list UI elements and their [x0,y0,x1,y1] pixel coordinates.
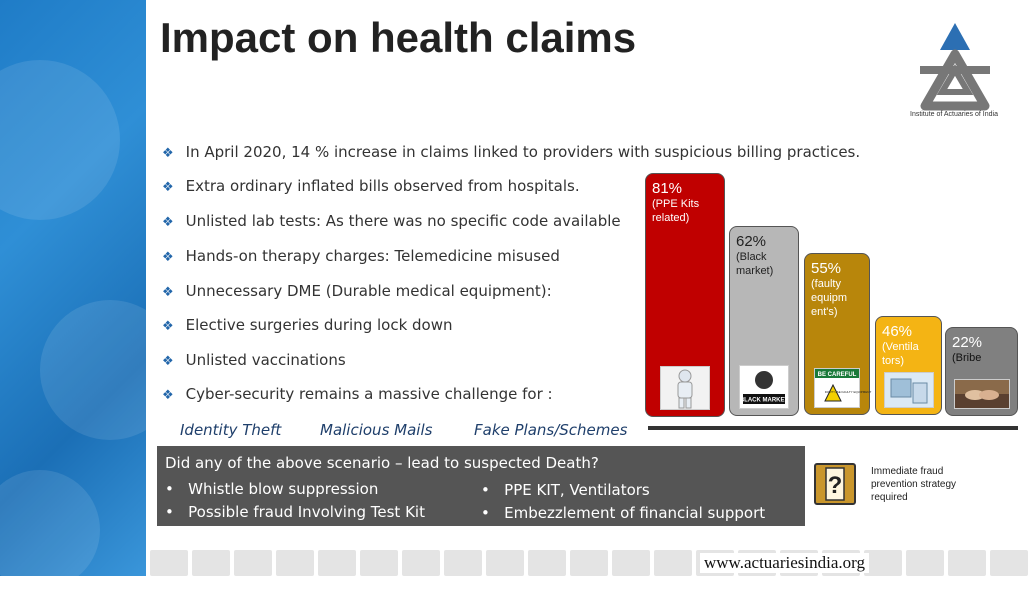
cyber-item-identity-theft: Identity Theft [180,421,282,439]
logo-text: Institute of Actuaries of India [910,111,998,118]
diamond-bullet-icon: ❖ [162,319,174,334]
bar-category-label: (Black market) [736,251,774,277]
diamond-bullet-icon: ❖ [162,388,174,403]
left-decorative-panel [0,0,146,576]
bar-value-label: 62% [736,233,767,250]
bar-value-label: 55% [811,260,842,277]
bullet-item: ❖ Unlisted vaccinations [162,351,346,369]
bar-black-market [729,226,799,416]
bar-value-label: 46% [882,323,913,340]
be-careful-sign-image [814,368,872,408]
svg-text:?: ? [827,472,843,499]
cyber-item-fake-plans: Fake Plans/Schemes [474,421,628,439]
death-left-item: • Possible fraud Involving Test Kit [165,503,425,521]
bar-category-label: (faulty equipm ent's) [811,278,848,318]
careful-sign-subtext: DON'T USE FAULTY EQUIPMENT [824,390,872,394]
bullet-item: ❖ Hands-on therapy charges: Telemedicine misused [162,247,560,265]
bribe-handshake-image [954,379,1010,409]
bullet-item: ❖ Extra ordinary inflated bills observed from hospitals. [162,177,580,195]
bullet-item: ❖ In April 2020, 14 % increase in claims linked to providers with suspicious billing practices. [162,143,861,161]
bar-ppe-kits [645,173,725,417]
ventilator-image [884,372,934,408]
institute-logo [900,18,1010,123]
diamond-bullet-icon: ❖ [162,250,174,265]
question-mark-icon [814,463,856,505]
bar-category-label: (PPE Kits related) [652,198,700,224]
careful-sign-heading: BE CAREFUL [817,372,857,378]
footer-url[interactable]: www.actuariesindia.org [700,553,869,573]
death-right-item: • PPE KIT, Ventilators [481,481,650,499]
bar-faulty-equipment [804,253,870,415]
diamond-bullet-icon: ❖ [162,180,174,195]
bar-bribe [945,327,1018,416]
death-right-item: • Embezzlement of financial support [481,504,766,522]
bar-value-label: 22% [952,334,983,351]
chart-baseline [648,426,1018,430]
bar-value-label: 81% [652,180,683,197]
ppe-suit-image [660,366,710,410]
footer-decoration [146,548,1024,576]
death-left-item: • Whistle blow suppression [165,480,379,498]
black-market-image [739,365,789,409]
cyber-item-malicious-mails: Malicious Mails [320,421,433,439]
black-market-sign-text: BLACK MARKET [739,397,789,404]
diamond-bullet-icon: ❖ [162,215,174,230]
bar-category-label: (Bribe [952,352,982,364]
bullet-item: ❖ Unnecessary DME (Durable medical equipment): [162,282,552,300]
bullet-item: ❖ Cyber-security remains a massive challenge for : [162,385,553,403]
suspected-death-box [157,446,805,526]
death-question: Did any of the above scenario – lead to suspected Death? [165,454,599,472]
bullet-item: ❖ Elective surgeries during lock down [162,316,453,334]
slide-title: Impact on health claims [160,14,637,61]
bar-category-label: (Ventila tors) [882,341,919,367]
diamond-bullet-icon: ❖ [162,354,174,369]
diamond-bullet-icon: ❖ [162,146,174,161]
bar-ventilators [875,316,942,415]
diamond-bullet-icon: ❖ [162,285,174,300]
bullet-item: ❖ Unlisted lab tests: As there was no specific code available [162,212,621,230]
fraud-prevention-note: Immediate fraud prevention strategy required [871,466,957,503]
